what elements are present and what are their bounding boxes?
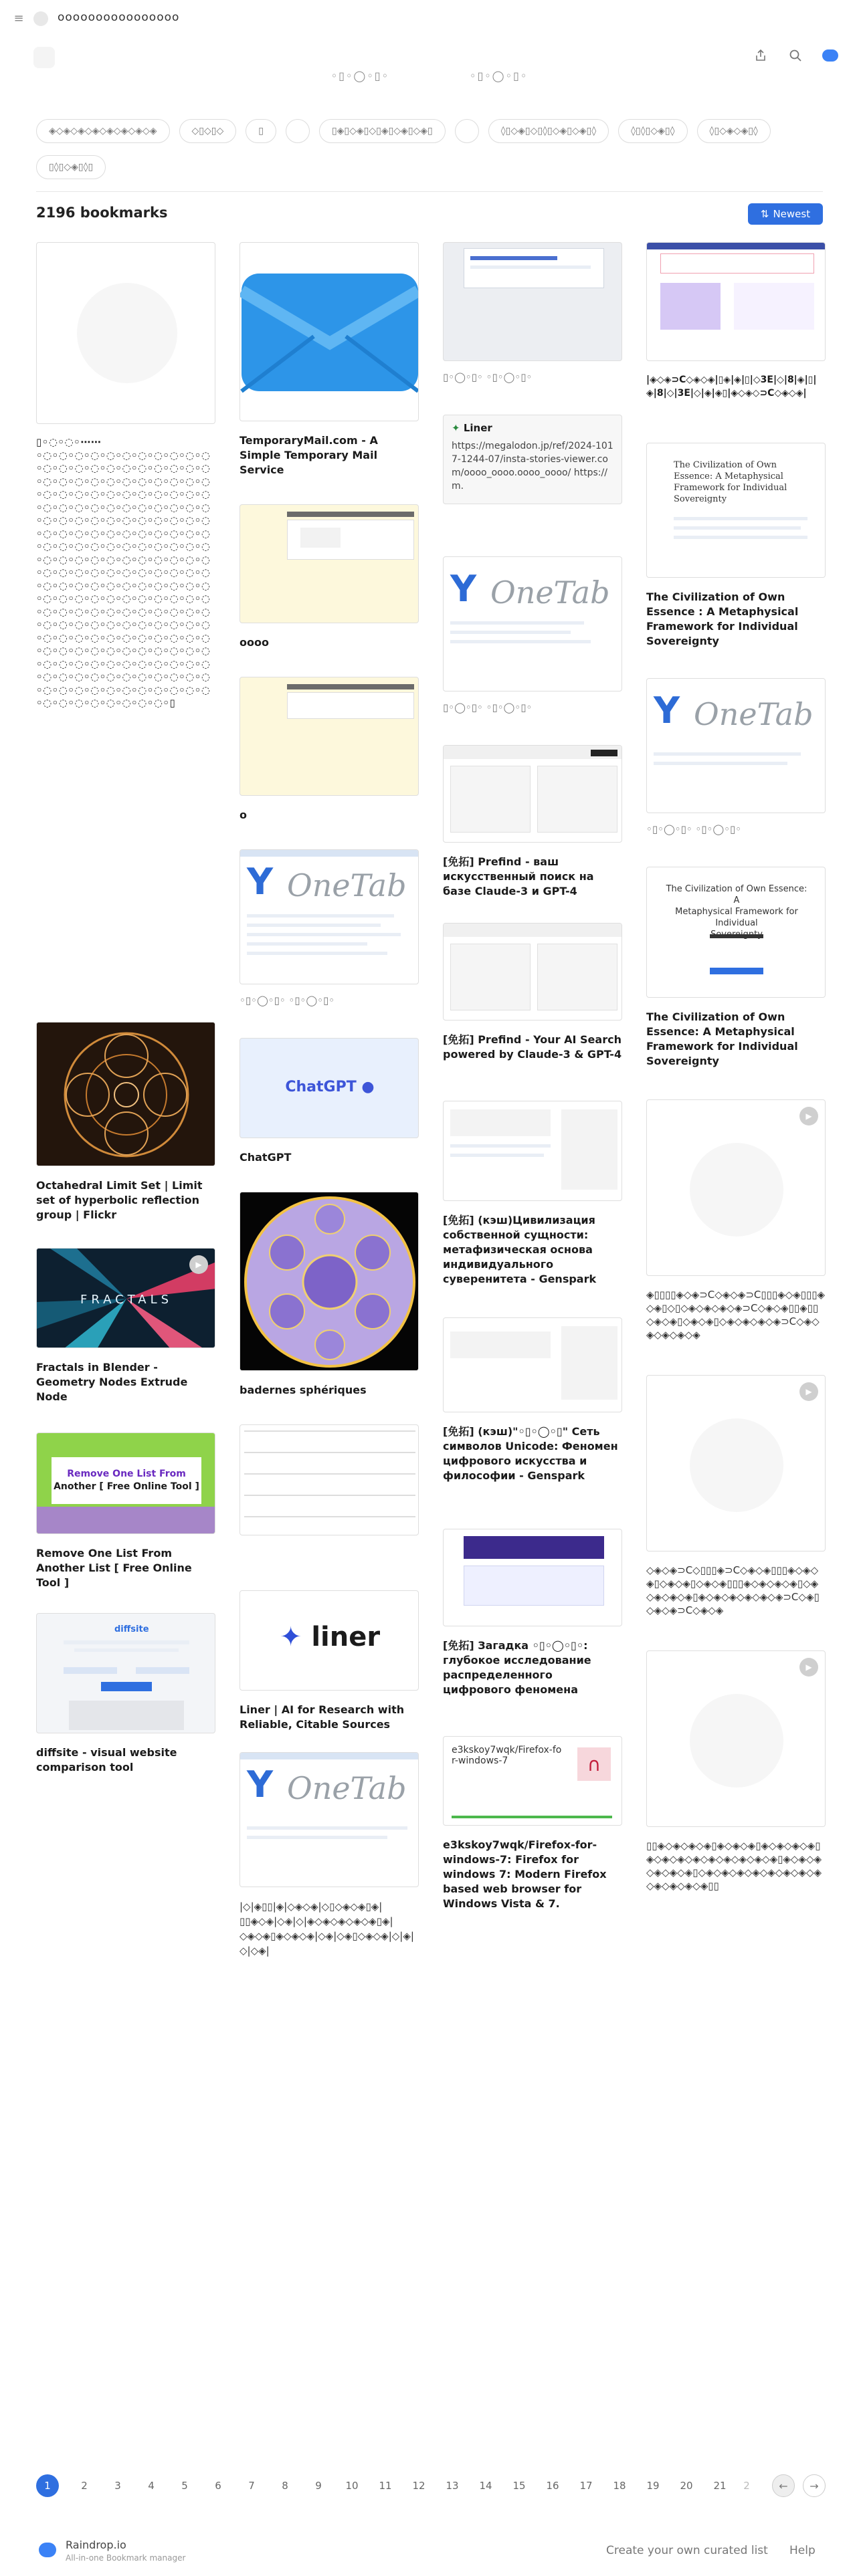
page-2[interactable]: 2 — [81, 2480, 88, 2492]
card-thumbnail — [443, 1529, 622, 1626]
fractal-image — [37, 1249, 215, 1348]
bookmark-card[interactable] — [443, 1101, 622, 1287]
chatgpt-logo-text: ChatGPT — [285, 1079, 357, 1095]
bookmark-card[interactable] — [646, 1375, 826, 1617]
bookmark-card[interactable] — [240, 1038, 419, 1165]
content-column — [537, 766, 617, 833]
card-thumbnail — [646, 1375, 826, 1551]
sort-label: Newest — [773, 208, 811, 220]
card-title[interactable]: ◇◈◇◈⊃C◇▯▯▯◈⊃C◇◈◇◈▯▯▯◈◇◈◇◈▯◇◈◇◈▯◇◈◇◈▯▯▯◈◇◈◇◈◇◈▯◇◈◇◈◇◈◇◈▯◈◇◈◇◈◇◈◇◈◇◈⊃C◇◈▯◇◈◇◈⊃C◇◈◇◈ — [646, 1564, 820, 1616]
bookmark-card[interactable] — [646, 1650, 826, 1893]
card-thumbnail — [443, 745, 622, 843]
bookmark-card[interactable] — [240, 1752, 419, 1958]
input-box — [64, 1667, 117, 1674]
banner-band — [37, 1507, 215, 1533]
banner-line-2: Another [ Free Online Tool ] — [54, 1481, 199, 1492]
list-line — [450, 640, 591, 643]
sidebar-block — [561, 1326, 617, 1400]
card-thumbnail — [646, 678, 826, 813]
tag-chip[interactable]: ◊▯◇◈◇◈▯◊ — [697, 119, 771, 143]
card-title[interactable]: Fractals in Blender - Geometry Nodes Extrude Node — [36, 1361, 188, 1403]
card-title[interactable]: Remove One List From Another List [ Free Online Tool ] — [36, 1547, 192, 1589]
play-icon[interactable]: ▶ — [189, 1255, 208, 1274]
notice-box — [660, 253, 814, 274]
mail-icon — [240, 243, 419, 421]
onetab-logo: OneTab — [490, 574, 610, 611]
list-line — [247, 1826, 407, 1830]
list-line — [654, 762, 787, 765]
sort-icon: ⇅ — [760, 208, 769, 220]
text-line — [674, 526, 801, 530]
card-thumbnail — [443, 242, 622, 361]
card-title[interactable]: The Civilization of Own Essence : A Metaphysical Framework for Individual Sovereignty — [646, 591, 799, 647]
card-title[interactable]: oooo — [240, 636, 269, 649]
create-list-link[interactable]: Create your own curated list — [606, 2544, 768, 2557]
pagination — [36, 2474, 755, 2497]
page-15[interactable]: 15 — [512, 2480, 526, 2492]
card-thumbnail — [443, 415, 622, 504]
tag-chip[interactable]: ◊▯◊▯◇◈▯◊ — [618, 119, 687, 143]
page-content — [287, 692, 414, 719]
placeholder-image — [690, 1418, 783, 1512]
placeholder-image — [690, 1143, 783, 1237]
bookmark-card[interactable] — [443, 1736, 622, 1911]
text-line — [450, 1154, 544, 1157]
card-thumbnail — [443, 923, 622, 1021]
card-thumbnail — [443, 1101, 622, 1201]
card-thumbnail — [36, 1613, 215, 1733]
media-block — [660, 283, 721, 330]
footer — [0, 2531, 859, 2571]
card-title[interactable]: [免拓] Prefind - Your AI Search powered by Claude-3 & GPT-4 — [443, 1033, 622, 1061]
card-title[interactable]: |◈◇◈⊃C◇◈◇◈|▯◈|◈|▯|◇3E|◇|8|◈|▯|◈|8|◇|3E|◇|◈|◈▯|◈◇◈◇⊃C◇◈◇◈| — [646, 374, 817, 399]
onetab-logo: OneTab — [287, 1770, 407, 1806]
page-header — [444, 924, 622, 937]
page-8[interactable]: 8 — [282, 2480, 288, 2492]
footer-brand[interactable]: Raindrop.io — [66, 2539, 126, 2551]
card-thumbnail — [646, 1650, 826, 1827]
page-6[interactable]: 6 — [215, 2480, 221, 2492]
collection-subtitle — [0, 70, 859, 82]
page-block — [300, 528, 341, 548]
onetab-y-icon: Y — [247, 1763, 274, 1806]
text-line — [64, 1640, 189, 1644]
footer-tagline: All-in-one Bookmark manager — [66, 2553, 186, 2563]
page-7[interactable]: 7 — [248, 2480, 255, 2492]
list-line — [247, 924, 381, 927]
bookmark-card[interactable] — [36, 242, 215, 710]
bookmark-card[interactable] — [240, 1424, 419, 1535]
card-link[interactable]: https://megalodon.jp/ref/2024-1017-1244-07/insta-stories-viewer.com/oooo_oooo.oooo_oooo/ https://m. — [452, 441, 613, 492]
divider — [36, 191, 823, 192]
play-icon[interactable]: ▶ — [799, 1382, 818, 1401]
sort-button[interactable] — [748, 203, 823, 225]
card-thumbnail — [240, 242, 419, 421]
bookmark-card[interactable] — [443, 242, 622, 384]
tag-filter-chips — [36, 119, 826, 179]
repo-icon: ∩ — [577, 1747, 611, 1781]
liner-mark-icon: ✦ — [452, 422, 460, 434]
author-line — [710, 934, 763, 938]
collection-title: oooooooooooooooo — [58, 11, 180, 24]
table-line — [244, 1430, 415, 1432]
bookmark-card[interactable] — [646, 678, 826, 836]
diffsite-logo: diffsite — [114, 1624, 149, 1634]
bookmark-count: 2196 bookmarks — [36, 205, 168, 221]
liner-logo-text: liner — [311, 1622, 381, 1652]
bookmark-card[interactable] — [443, 1317, 622, 1483]
browser-bar — [240, 850, 419, 857]
banner-line-1: Remove One List From — [67, 1469, 186, 1479]
input-box — [136, 1667, 189, 1674]
text-line — [674, 536, 807, 539]
bookmark-card[interactable] — [240, 1590, 419, 1732]
content-panel — [464, 1566, 604, 1606]
bookmark-card[interactable] — [443, 1529, 622, 1697]
onetab-y-icon: Y — [247, 861, 274, 903]
content-column — [450, 766, 531, 833]
card-thumbnail — [443, 1736, 622, 1826]
play-icon[interactable]: ▶ — [799, 1107, 818, 1125]
tag-chip[interactable]: ▯◊▯◇◈▯◊▯ — [36, 155, 106, 179]
card-title[interactable]: [免拓] (кэш)"◦▯◦◯◦▯" Сеть символов Unicode: Феномен цифрового искусства и философии - Genspark — [443, 1425, 618, 1482]
placeholder-image — [77, 283, 177, 383]
page-3[interactable]: 3 — [114, 2480, 121, 2492]
list-line — [247, 952, 387, 955]
tag-chip[interactable] — [455, 119, 479, 143]
card-title[interactable]: o — [240, 809, 247, 821]
page-18[interactable]: 18 — [613, 2480, 626, 2492]
bookmark-card[interactable] — [443, 415, 622, 504]
list-line — [247, 933, 401, 936]
page-1[interactable]: 1 — [36, 2474, 59, 2497]
raindrop-logo-icon[interactable] — [822, 47, 839, 64]
tag-chip[interactable]: ◊▯◇◈▯◇▯◊▯◇◈▯◇◈▯◊ — [488, 119, 609, 143]
table-line — [244, 1495, 415, 1496]
placeholder-image — [690, 1694, 783, 1788]
card-thumbnail — [646, 867, 826, 998]
list-line — [450, 621, 584, 625]
content-column — [450, 944, 531, 1010]
card-thumbnail — [36, 1022, 215, 1166]
prev-page-icon[interactable]: ← — [772, 2474, 795, 2497]
list-line — [247, 942, 367, 946]
card-thumbnail — [240, 1038, 419, 1138]
play-icon[interactable]: ▶ — [799, 1658, 818, 1677]
page-20[interactable]: 20 — [680, 2480, 693, 2492]
card-thumbnail — [443, 556, 622, 691]
octahedral-image — [37, 1023, 215, 1166]
onetab-y-icon: Y — [654, 689, 680, 732]
bookmark-card[interactable] — [443, 556, 622, 714]
page-17[interactable]: 17 — [579, 2480, 593, 2492]
list-line — [450, 631, 571, 634]
search-icon[interactable] — [787, 47, 804, 64]
bookmark-card[interactable] — [646, 867, 826, 1069]
language-bar — [452, 1816, 612, 1818]
card-title[interactable]: ◈▯▯▯▯◈◇◈⊃C◇◈◇◈⊃C▯▯▯◈◇◈▯▯▯◈◇◈▯◇▯◇◈◇◈◇◈◇◈⊃C◇◈◇◈▯▯◈▯▯◇◈◇◈▯◇◈◇◈▯◇◈◇◈◇◈◇◈⊃C◇◈◇◈◇◈◇◈◇◈ — [646, 1289, 826, 1341]
topbar — [0, 0, 859, 37]
page-header-bar — [287, 684, 414, 689]
card-thumbnail — [443, 1317, 622, 1412]
subtitle-right: ◦▯◦◯◦▯◦ — [470, 70, 529, 82]
liner-label — [452, 422, 613, 434]
heading-block — [450, 1331, 551, 1358]
card-title[interactable]: TemporaryMail.com - A Simple Temporary Mail Service — [240, 434, 378, 476]
table-line — [244, 1473, 415, 1475]
card-title[interactable]: ◦▯◦◯◦▯◦ ◦▯◦◯◦▯◦ — [646, 823, 742, 835]
bookmark-card[interactable] — [36, 1613, 215, 1775]
page-11[interactable]: 11 — [379, 2480, 392, 2492]
tag-chip[interactable]: ▯ — [246, 119, 276, 143]
content-column — [537, 944, 617, 1010]
top-actions — [752, 47, 839, 64]
onetab-logo: OneTab — [694, 696, 814, 732]
liner-label-text: Liner — [463, 422, 492, 434]
text-line — [674, 517, 807, 520]
raindrop-brand-icon — [39, 2543, 56, 2557]
card-thumbnail — [240, 504, 419, 623]
share-icon[interactable] — [752, 47, 769, 64]
sphere-image — [240, 1192, 419, 1371]
table-line — [244, 1516, 415, 1517]
onetab-y-icon: Y — [450, 568, 477, 610]
card-title[interactable]: |◇|◈▯▯|◈|◇◈◇◈|◇▯◇◈◇◈▯◈|▯▯◈◇◈|◇◈|◇|◈◇◈◇◈◇◈◇◈▯◈|◇◈◇◈▯◈◇◈◇◈|◇◈|◇◈▯◇◈◇◈|◇|◈|◇|◇◈| — [240, 1901, 414, 1957]
next-page-icon[interactable]: → — [803, 2474, 826, 2497]
bookmark-card[interactable] — [240, 504, 419, 650]
card-thumbnail — [36, 1432, 215, 1534]
bookmark-card[interactable] — [646, 1099, 826, 1341]
text-line — [74, 1648, 179, 1652]
card-thumbnail — [36, 1248, 215, 1348]
sidebar-block — [561, 1109, 617, 1190]
card-thumbnail — [646, 242, 826, 361]
tool-banner — [52, 1457, 201, 1504]
preview-image — [69, 1701, 184, 1730]
card-title[interactable]: [免拓] Загадка ◦▯◦◯◦▯◦: глубокое исследование распределенного цифрового феномена — [443, 1639, 591, 1696]
bookmark-card[interactable] — [36, 1432, 215, 1590]
bookmark-card[interactable] — [443, 745, 622, 899]
card-thumbnail — [646, 1099, 826, 1276]
tag-chip[interactable]: ◈◇◈◇◈◇◈◇◈◇◈◇◈◇◈ — [36, 119, 170, 143]
heading-block — [450, 1109, 551, 1136]
page-header-bar — [287, 512, 414, 517]
card-title[interactable]: badernes sphériques — [240, 1384, 367, 1396]
bookmark-card[interactable] — [36, 1022, 215, 1222]
bookmark-card[interactable] — [240, 677, 419, 823]
card-title[interactable]: ◦▯◦◯◦▯◦ ◦▯◦◯◦▯◦ — [240, 994, 335, 1006]
card-thumbnail — [36, 242, 215, 424]
page-9[interactable]: 9 — [315, 2480, 322, 2492]
collection-avatar — [33, 11, 48, 26]
tag-chip[interactable]: ◇▯◇▯◇ — [179, 119, 237, 143]
card-title[interactable]: ▯◦◌◦◌◦⋯⋯◦◌◦◌◦◌◦◌◦◌◦◌◦◌◦◌◦◌◦◌◦◌◦◌◦◌◦◌◦◌◦◌◦◌◦◌◦◌◦◌◦◌◦◌◦◌◦◌◦◌◦◌◦◌◦◌◦◌◦◌◦◌◦◌◦◌◦◌◦◌◦◌◦◌◦◌◦◌◦◌◦◌◦◌◦◌◦◌◦◌◦◌◦◌◦◌◦◌◦◌◦◌◦◌◦◌◦◌◦◌◦◌◦◌◦◌◦◌◦◌◦◌◦◌◦◌◦◌◦◌◦◌◦◌◦◌◦◌◦◌◦◌◦◌◦◌◦◌◦◌◦◌◦◌◦◌◦◌◦◌◦◌◦◌◦◌◦◌◦◌◦◌◦◌◦◌◦◌◦◌◦◌◦◌◦◌◦◌◦◌◦◌◦◌◦◌◦◌◦◌◦◌◦◌◦◌◦◌◦◌◦◌◦◌◦◌◦◌◦◌◦◌◦◌◦◌◦◌◦◌◦◌◦◌◦◌◦◌◦◌◦◌◦◌◦◌◦◌◦◌◦◌◦◌◦◌◦◌◦◌◦◌◦◌◦◌◦◌◦◌◦◌◦◌◦◌◦◌◦◌◦◌◦◌◦◌◦◌◦◌◦◌◦◌◦◌◦◌◦◌◦◌◦◌◦◌◦◌◦◌◦◌◦◌◦◌◦◌◦◌◦◌◦◌◦◌◦◌◦◌◦◌◦◌◦◌◦◌◦◌◦◌◦◌◦◌◦◌◦◌◦◌◦◌◦◌◦◌◦◌◦◌◦◌◦◌◦◌◦◌◦◌◦◌◦◌◦◌◦◌◦◌◦◌◦◌◦◌◦◌◦◌◦◌◦◌◦◌◦◌◦◌◦◌◦◌◦◌◦◌◦◌◦◌◦◌◦◌◦◌◦◌◦◌◦◌◦◌◦◌◦◌◦◌◦▯ — [36, 436, 211, 709]
page-14[interactable]: 14 — [479, 2480, 492, 2492]
bookmark-card[interactable] — [443, 923, 622, 1062]
page-22-partial[interactable]: 2 — [743, 2480, 750, 2492]
page-5[interactable]: 5 — [181, 2480, 188, 2492]
table-line — [244, 1452, 415, 1453]
card-title[interactable]: ▯◦◯◦▯◦ ◦▯◦◯◦▯◦ — [443, 371, 533, 383]
chatgpt-logo — [240, 1079, 419, 1095]
bookmark-card[interactable] — [240, 849, 419, 1007]
fractal-banner: FRACTALS — [80, 1293, 173, 1307]
bookmark-card[interactable] — [240, 1192, 419, 1398]
page-4[interactable]: 4 — [148, 2480, 155, 2492]
page-banner — [464, 1536, 604, 1559]
list-line — [654, 752, 801, 756]
help-link[interactable]: Help — [789, 2544, 816, 2557]
card-thumbnail — [240, 677, 419, 796]
onetab-logo: OneTab — [287, 867, 407, 903]
browser-bar — [240, 1753, 419, 1759]
collection-cover-icon — [33, 47, 55, 68]
card-thumbnail — [240, 1424, 419, 1535]
card-title[interactable]: Octahedral Limit Set | Limit set of hyperbolic reflection group | Flickr — [36, 1179, 203, 1221]
card-thumbnail — [240, 1752, 419, 1887]
card-thumbnail — [240, 849, 419, 984]
repo-name: e3kskoy7wqk/Firefox-for-windows-7 — [452, 1745, 562, 1766]
bookmark-card[interactable] — [36, 1248, 215, 1404]
menu-icon[interactable]: ≡ — [13, 11, 24, 25]
bookmark-card[interactable] — [646, 242, 826, 400]
card-thumbnail — [240, 1192, 419, 1371]
doc-heading: The Civilization of Own Essence: A Metaphysical Framework for Individual — [666, 884, 807, 928]
page-19[interactable]: 19 — [646, 2480, 660, 2492]
page-12[interactable]: 12 — [412, 2480, 425, 2492]
doc-heading: The Civilization of Own Essence: A Metaphysical Framework for Individual Sovereignty — [674, 460, 787, 504]
card-title[interactable]: The Civilization of Own Essence: A Metaphysical Framework for Individual Sovereignty — [646, 1010, 798, 1067]
card-thumbnail — [240, 1590, 419, 1691]
card-title[interactable]: [免拓] Prefind - ваш искусственный поиск на базе Claude-3 и GPT-4 — [443, 855, 594, 897]
page-header — [647, 243, 826, 249]
card-title[interactable]: e3kskoy7wqk/Firefox-for-windows-7: Firefox for windows 7: Modern Firefox based web browser for Windows Vista & 7. — [443, 1838, 607, 1910]
action-button-image — [710, 968, 763, 974]
card-title[interactable]: ▯▯◈◇◈◇◈◇◈▯◈◇◈◇◈▯◈◇◈◇◈◇◈▯◈◇◈◇◈◇◈◇◈◇◈◇◈◇◈◇◈▯◈◇◈◇◈◇◈◇◈◇◈▯◇◈◇◈◇◈◇◈◇◈◇◈◇◈◇◈◇◈◇◈◇◈◇◈▯▯ — [646, 1840, 822, 1892]
card-title[interactable]: diffsite - visual website comparison tool — [36, 1746, 177, 1774]
card-title[interactable]: Liner | AI for Research with Reliable, Citable Sources — [240, 1703, 405, 1731]
bookmark-card[interactable] — [646, 443, 826, 649]
list-line — [247, 914, 394, 918]
page-21[interactable]: 21 — [713, 2480, 727, 2492]
liner-mark-icon: ✦ — [279, 1622, 302, 1652]
tag-chip[interactable] — [286, 119, 310, 143]
card-title[interactable]: [免拓] (кэш)Цивилизация собственной сущности: метафизическая основа индивидуального суверенитета - Genspark — [443, 1214, 597, 1285]
text-block — [734, 283, 814, 330]
list-line — [247, 1836, 387, 1839]
liner-logo — [240, 1622, 419, 1652]
card-title[interactable]: ▯◦◯◦▯◦ ◦▯◦◯◦▯◦ — [443, 702, 533, 714]
tag-chip[interactable]: ▯◈▯◇◈▯◇▯◈▯◇◈▯◇◈▯ — [319, 119, 446, 143]
screenshot-line — [470, 265, 591, 269]
page-13[interactable]: 13 — [446, 2480, 459, 2492]
screenshot-line — [470, 256, 557, 260]
page-16[interactable]: 16 — [546, 2480, 559, 2492]
dot-icon: ● — [361, 1079, 375, 1095]
subtitle-left: ◦▯◦◯◦▯◦ — [330, 70, 389, 82]
card-title[interactable]: ChatGPT — [240, 1151, 292, 1164]
card-thumbnail — [646, 443, 826, 578]
compare-button-image — [101, 1682, 152, 1691]
text-line — [450, 1144, 551, 1148]
page-10[interactable]: 10 — [345, 2480, 359, 2492]
header-dots — [591, 750, 617, 756]
bookmark-card[interactable] — [240, 242, 419, 477]
